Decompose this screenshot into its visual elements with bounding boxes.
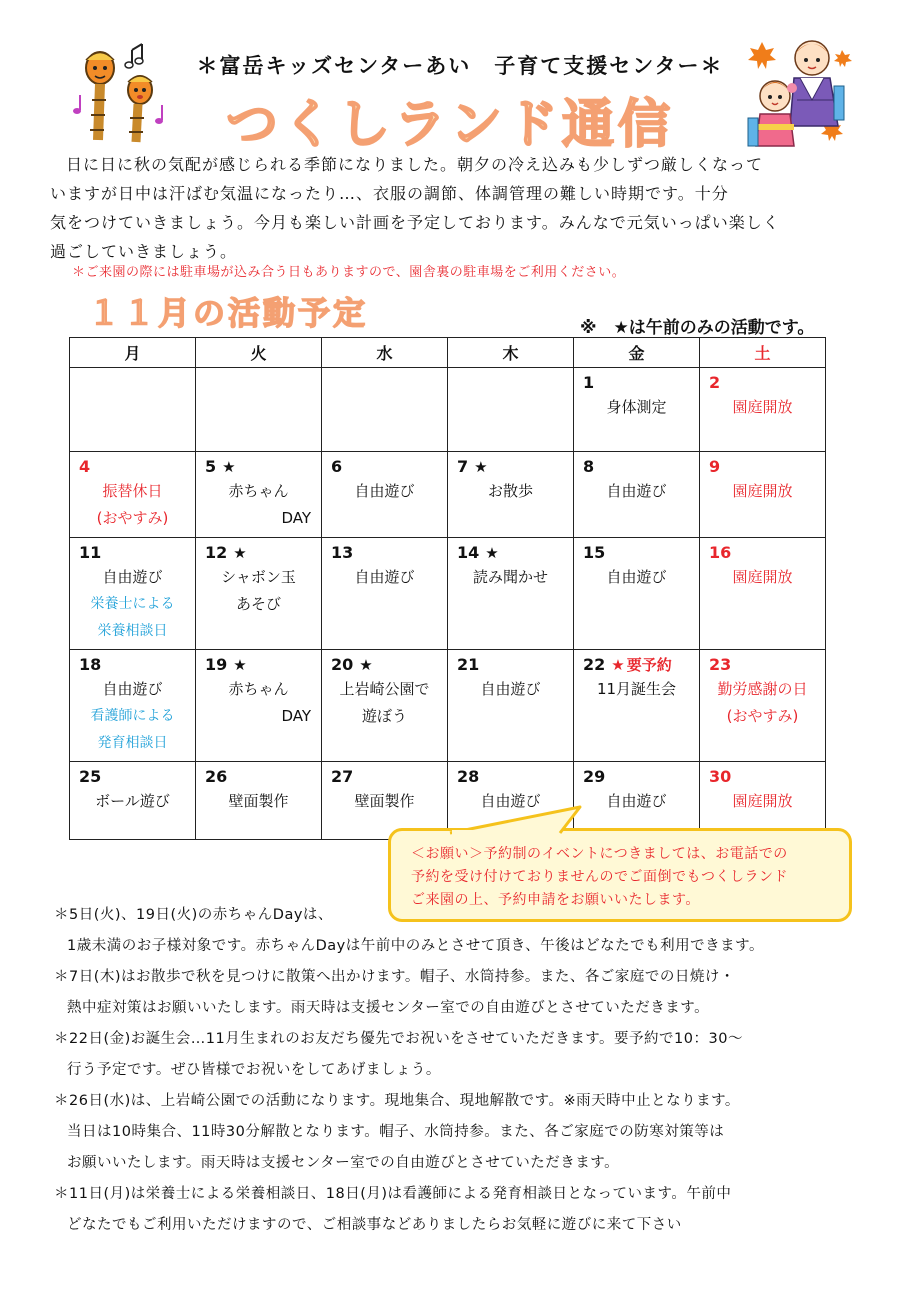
- day-number-text: 1: [583, 373, 595, 392]
- day-number: [196, 762, 321, 788]
- day-number: [448, 650, 573, 676]
- day-number-text: 16: [709, 543, 732, 562]
- calendar-day-cell: [322, 538, 448, 650]
- day-number-text: 30: [709, 767, 732, 786]
- day-number-text: 15: [583, 543, 606, 562]
- calendar-day-cell: [196, 650, 322, 762]
- day-number-text: 11: [79, 543, 102, 562]
- calendar-day-cell: [196, 762, 322, 840]
- activity-label: 自由遊び: [480, 792, 541, 810]
- day-number: [196, 452, 321, 478]
- day-number: [322, 452, 447, 478]
- calendar-day-cell: [322, 368, 448, 452]
- calendar-day-cell: [574, 368, 700, 452]
- newsletter-title: つくしランド通信: [225, 95, 674, 155]
- activity-label: 自由遊び: [480, 680, 541, 698]
- intro-line: いますが日中は汗ばむ気温になったり…、衣服の調節、体調管理の難しい時期です。十分: [50, 184, 729, 203]
- day-number-text: 9: [709, 457, 721, 476]
- day-number-text: 2: [709, 373, 721, 392]
- activity-label: 振替休日: [102, 482, 163, 500]
- calendar-day-cell: [70, 650, 196, 762]
- note-item: ＊11日(月)は栄養士による栄養相談日、18日(月)は看護師による発育相談日となっています。午前中: [54, 1186, 732, 1202]
- star-icon: ★: [222, 458, 236, 476]
- activity-calendar: [69, 337, 826, 840]
- note-item: ＊26日(水)は、上岩崎公園での活動になります。現地集合、現地解散です。※雨天時中止となります。: [54, 1093, 740, 1109]
- note-continuation: 1歳未満のお子様対象です。赤ちゃんDayは午前中のみとさせて頂き、午後はどなたでも利用できます。: [67, 938, 764, 954]
- calendar-day-cell: [448, 452, 574, 538]
- activity-label: 自由遊び: [102, 568, 163, 586]
- intro-line: 日に日に秋の気配が感じられる季節になりました。朝夕の冷え込みも少しずつ厳しくなって: [66, 155, 764, 174]
- day-number: [574, 368, 699, 394]
- callout-line: 予約を受け付けておりませんのでご面倒でもつくしランド: [411, 869, 788, 885]
- day-number: [448, 368, 573, 394]
- star-icon: ★: [233, 544, 247, 562]
- day-number: [700, 538, 825, 564]
- music-note-icon: [125, 44, 143, 68]
- calendar-day-cell: [700, 538, 826, 650]
- day-number: [70, 368, 195, 394]
- intro-paragraph: [50, 150, 850, 266]
- music-note-icon: [73, 95, 81, 114]
- day-number: [448, 452, 573, 478]
- day-number-text: 21: [457, 655, 480, 674]
- calendar-day-cell: [574, 452, 700, 538]
- activity-label: (おやすみ): [96, 509, 169, 527]
- activity-label: ボール遊び: [95, 792, 170, 810]
- weekday-header: 木: [448, 338, 574, 368]
- day-number-text: 23: [709, 655, 732, 674]
- reservation-required-tag: 要予約: [626, 656, 672, 674]
- activity-label: お散歩: [487, 482, 533, 500]
- schedule-legend: ※ ★は午前のみの活動です。: [580, 318, 815, 338]
- note-item: ＊22日(金)お誕生会…11月生まれのお友だち優先でお祝いをさせていただきます。要予約で10：30～: [54, 1031, 743, 1047]
- organization-name: ＊富岳キッズセンターあい 子育て支援センター＊: [196, 54, 724, 78]
- activity-label: 自由遊び: [102, 680, 163, 698]
- weekday-header: 金: [574, 338, 700, 368]
- day-number-text: 18: [79, 655, 102, 674]
- note-item: ＊7日(木)はお散歩で秋を見つけに散策へ出かけます。帽子、水筒持参。また、各ご家庭での日焼け・: [54, 969, 735, 985]
- calendar-day-cell: [448, 368, 574, 452]
- day-number: [700, 368, 825, 394]
- day-number: [700, 762, 825, 788]
- day-number: [448, 538, 573, 564]
- calendar-day-cell: [700, 650, 826, 762]
- day-number: [70, 650, 195, 676]
- callout-line: ＜お願い＞予約制のイベントにつきましては、お電話での: [411, 846, 788, 862]
- day-number-text: 7: [457, 457, 469, 476]
- day-number-text: 14: [457, 543, 480, 562]
- calendar-week-row: [70, 650, 826, 762]
- music-note-icon: [155, 105, 163, 124]
- calendar-day-cell: [196, 538, 322, 650]
- activity-label: 赤ちゃん: [228, 482, 289, 500]
- calendar-day-cell: [70, 452, 196, 538]
- activity-label: 栄養士による: [90, 596, 175, 612]
- activity-label: 自由遊び: [606, 792, 667, 810]
- day-number-text: 27: [331, 767, 354, 786]
- weekday-header-row: [70, 338, 826, 368]
- day-number: [196, 538, 321, 564]
- day-number: [70, 538, 195, 564]
- activity-label: 園庭開放: [732, 482, 793, 500]
- intro-line: 気をつけていきましょう。今月も楽しい計画を予定しております。みんなで元気いっぱい楽しく: [50, 213, 780, 232]
- day-number: [574, 452, 699, 478]
- day-number: [700, 650, 825, 676]
- activity-label: 11月誕生会: [596, 680, 677, 698]
- day-number-text: 29: [583, 767, 606, 786]
- day-number-text: 25: [79, 767, 102, 786]
- activity-label: 看護師による: [90, 708, 175, 724]
- weekday-header: 火: [196, 338, 322, 368]
- calendar-day-cell: [574, 650, 700, 762]
- weekday-header: 月: [70, 338, 196, 368]
- calendar-day-cell: [700, 368, 826, 452]
- star-icon: ★: [233, 656, 247, 674]
- callout-line: ご来園の上、予約申請をお願いいたします。: [411, 892, 700, 908]
- day-number-text: 13: [331, 543, 354, 562]
- parking-note: ＊ご来園の際には駐車場が込み合う日もありますので、園舎裏の駐車場をご利用ください。: [72, 265, 626, 280]
- activity-label: 読み聞かせ: [472, 568, 548, 586]
- calendar-day-cell: [196, 368, 322, 452]
- activity-label: 遊ぼう: [361, 707, 407, 725]
- callout-tail-shape: [440, 803, 590, 835]
- day-number-text: 28: [457, 767, 480, 786]
- activity-label: 自由遊び: [606, 568, 667, 586]
- calendar-day-cell: [70, 762, 196, 840]
- calendar-day-cell: [70, 538, 196, 650]
- calendar-day-cell: [448, 538, 574, 650]
- calendar-body: [70, 368, 826, 840]
- day-number: [700, 452, 825, 478]
- day-number: [70, 452, 195, 478]
- activity-label: あそび: [235, 595, 281, 613]
- calendar-week-row: [70, 368, 826, 452]
- calendar-day-cell: [196, 452, 322, 538]
- weekday-header-saturday: 土: [700, 338, 826, 368]
- note-item: ＊5日(火)、19日(火)の赤ちゃんDayは、: [54, 907, 333, 923]
- kimono-children-illustration: [742, 30, 857, 148]
- activity-label: (おやすみ): [726, 707, 799, 725]
- day-number: [574, 762, 699, 788]
- activity-label: シャボン玉: [221, 568, 296, 586]
- day-number-text: 26: [205, 767, 228, 786]
- schedule-title: １１月の活動予定: [88, 294, 369, 332]
- day-number: [70, 762, 195, 788]
- day-number-text: 19: [205, 655, 228, 674]
- day-number: [322, 368, 447, 394]
- activity-label: 自由遊び: [606, 482, 667, 500]
- day-number-text: 22: [583, 655, 606, 674]
- day-number-text: 8: [583, 457, 595, 476]
- day-number-text: 20: [331, 655, 354, 674]
- star-icon: ★: [611, 656, 625, 674]
- calendar-day-cell: [70, 368, 196, 452]
- activity-label: DAY: [281, 509, 311, 527]
- calendar-day-cell: [700, 452, 826, 538]
- activity-label: DAY: [281, 707, 311, 725]
- activity-label: 勤労感謝の日: [717, 680, 808, 698]
- calendar-week-row: [70, 452, 826, 538]
- star-icon: ★: [474, 458, 488, 476]
- day-number-text: 4: [79, 457, 91, 476]
- day-number: [574, 538, 699, 564]
- activity-label: 栄養相談日: [97, 623, 168, 639]
- activity-label: 壁面製作: [228, 792, 289, 810]
- activity-label: 身体測定: [606, 398, 667, 416]
- intro-line: 過ごしていきましょう。: [50, 242, 238, 261]
- activity-label: 園庭開放: [732, 398, 793, 416]
- day-number: [196, 650, 321, 676]
- day-number: [574, 650, 699, 676]
- activity-label: 自由遊び: [354, 482, 415, 500]
- activity-label: 赤ちゃん: [228, 680, 289, 698]
- weekday-header: 水: [322, 338, 448, 368]
- day-number: [322, 762, 447, 788]
- note-continuation: 熱中症対策はお願いいたします。雨天時は支援センター室での自由遊びとさせていただきます。: [67, 1000, 710, 1016]
- activity-label: 上岩崎公園で: [339, 680, 430, 698]
- day-number-text: 5: [205, 457, 217, 476]
- day-number: [322, 650, 447, 676]
- calendar-day-cell: [448, 650, 574, 762]
- note-continuation: お願いいたします。雨天時は支援センター室での自由遊びとさせていただきます。: [67, 1155, 620, 1171]
- activity-label: 自由遊び: [354, 568, 415, 586]
- activity-label: 園庭開放: [732, 792, 793, 810]
- star-icon: ★: [359, 656, 373, 674]
- day-number: [322, 538, 447, 564]
- calendar-week-row: [70, 538, 826, 650]
- calendar-day-cell: [322, 650, 448, 762]
- activity-label: 壁面製作: [354, 792, 415, 810]
- note-continuation: どなたでもご利用いただけますので、ご相談事などありましたらお気軽に遊びに来て下さい: [67, 1217, 682, 1233]
- note-continuation: 行う予定です。ぜひ皆様でお祝いをしてあげましょう。: [67, 1062, 441, 1078]
- note-continuation: 当日は10時集合、11時30分解散となります。帽子、水筒持参。また、各ご家庭での防寒対策等は: [67, 1124, 725, 1140]
- day-number: [196, 368, 321, 394]
- day-number: [448, 762, 573, 788]
- calendar-day-cell: [322, 452, 448, 538]
- calendar-day-cell: [574, 538, 700, 650]
- activity-label: 園庭開放: [732, 568, 793, 586]
- activity-label: 発育相談日: [97, 735, 168, 751]
- star-icon: ★: [485, 544, 499, 562]
- day-number-text: 6: [331, 457, 343, 476]
- notes-list: [54, 900, 854, 1241]
- day-number-text: 12: [205, 543, 228, 562]
